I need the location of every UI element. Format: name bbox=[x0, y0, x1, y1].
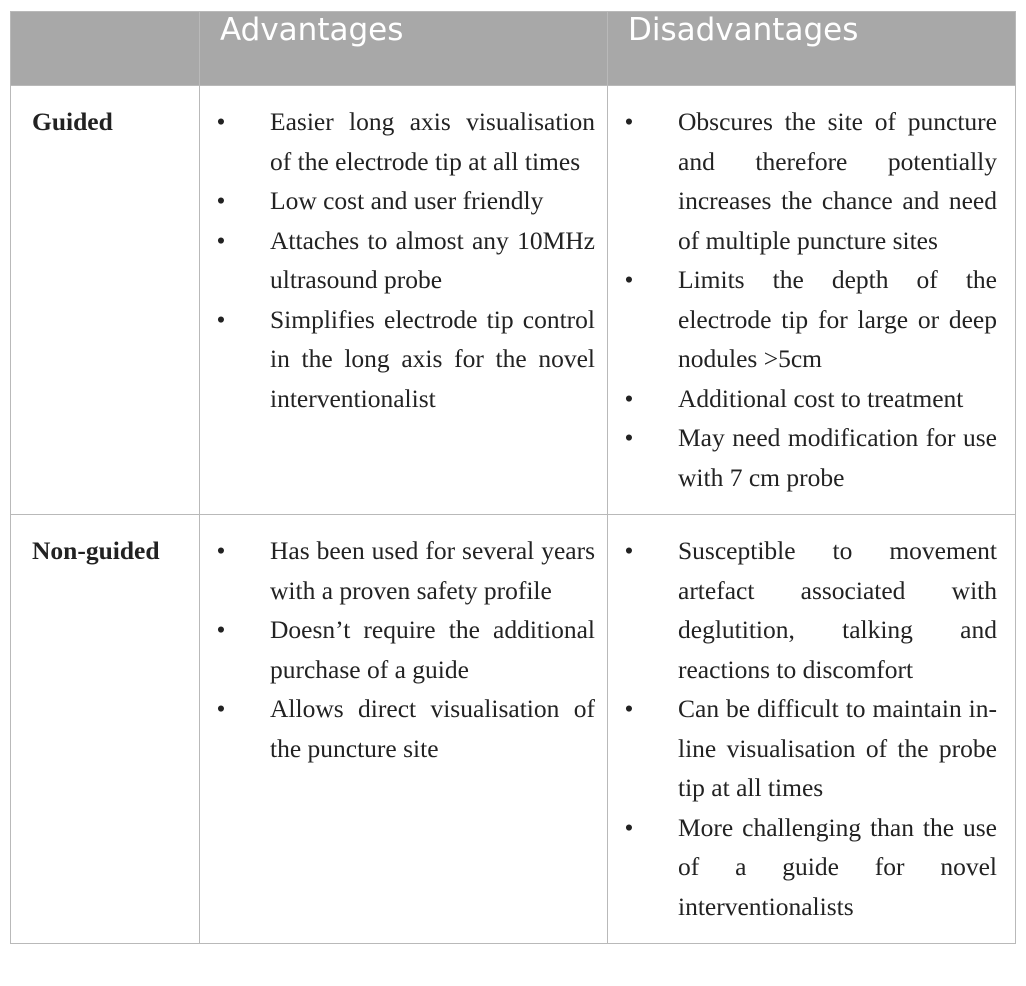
list-item bbox=[608, 379, 997, 419]
table-row-guided bbox=[11, 86, 1016, 515]
list-item bbox=[608, 102, 997, 260]
row-label-guided: Guided bbox=[11, 86, 200, 515]
bullet-icon: • bbox=[624, 265, 634, 294]
bullet-icon: • bbox=[216, 694, 226, 723]
guided-advantages-list bbox=[200, 102, 595, 418]
header-row bbox=[11, 12, 1016, 86]
list-item bbox=[608, 689, 997, 808]
list-item-text: Additional cost to treatment bbox=[678, 383, 964, 413]
list-item-text: Obscures the site of puncture and therefore potentially increases the chance and need of multiple puncture sites bbox=[678, 107, 997, 255]
bullet-icon: • bbox=[216, 225, 226, 255]
list-item-text: Doesn’t require the additional purchase of a guide bbox=[270, 615, 595, 684]
list-item bbox=[608, 418, 997, 497]
bullet-icon: • bbox=[624, 694, 634, 723]
list-item-text: Allows direct visualisation of the puncture site bbox=[270, 694, 595, 763]
non-guided-advantages-cell bbox=[200, 515, 608, 944]
list-item bbox=[200, 102, 595, 181]
list-item bbox=[200, 221, 595, 300]
guided-advantages-cell bbox=[200, 86, 608, 515]
list-item-text: Low cost and user friendly bbox=[270, 186, 544, 215]
bullet-icon: • bbox=[624, 536, 634, 565]
header-disadvantages: Disadvantages bbox=[608, 12, 1016, 86]
guided-disadvantages-cell bbox=[608, 86, 1016, 515]
comparison-table bbox=[10, 11, 1016, 944]
non-guided-advantages-list bbox=[200, 531, 595, 768]
bullet-icon: • bbox=[216, 536, 226, 565]
list-item-text: More challenging than the use of a guide for novel interventionalists bbox=[678, 812, 997, 921]
list-item bbox=[200, 531, 595, 610]
list-item bbox=[200, 300, 595, 419]
list-item-text: Attaches to almost any 10MHz ultrasound probe bbox=[270, 225, 595, 294]
header-corner bbox=[11, 12, 200, 86]
bullet-icon: • bbox=[216, 304, 226, 334]
list-item-text: Susceptible to movement artefact associated with deglutition, talking and reactions to discomfort bbox=[678, 536, 997, 684]
list-item-text: Can be difficult to maintain in-line visualisation of the probe tip at all times bbox=[678, 694, 997, 802]
list-item-text: Easier long axis visualisation of the electrode tip at all times bbox=[270, 107, 595, 176]
list-item bbox=[200, 181, 595, 221]
list-item-text: Has been used for several years with a proven safety profile bbox=[270, 536, 595, 605]
guided-disadvantages-list bbox=[608, 102, 997, 497]
bullet-icon: • bbox=[216, 107, 226, 136]
bullet-icon: • bbox=[216, 186, 226, 215]
list-item-text: Simplifies electrode tip control in the long axis for the novel interventionalist bbox=[270, 304, 595, 413]
bullet-icon: • bbox=[624, 812, 634, 842]
table-row-non-guided bbox=[11, 515, 1016, 944]
list-item bbox=[608, 260, 997, 379]
list-item bbox=[200, 689, 595, 768]
list-item-text: May need modification for use with 7 cm probe bbox=[678, 423, 997, 492]
list-item-text: Limits the depth of the electrode tip for large or deep nodules >5cm bbox=[678, 265, 997, 373]
list-item bbox=[608, 808, 997, 927]
non-guided-disadvantages-list bbox=[608, 531, 997, 926]
row-label-non-guided: Non-guided bbox=[11, 515, 200, 944]
header-advantages: Advantages bbox=[200, 12, 608, 86]
list-item bbox=[200, 610, 595, 689]
bullet-icon: • bbox=[216, 615, 226, 644]
non-guided-disadvantages-cell bbox=[608, 515, 1016, 944]
bullet-icon: • bbox=[624, 107, 634, 136]
list-item bbox=[608, 531, 997, 689]
bullet-icon: • bbox=[624, 423, 634, 452]
bullet-icon: • bbox=[624, 383, 634, 413]
